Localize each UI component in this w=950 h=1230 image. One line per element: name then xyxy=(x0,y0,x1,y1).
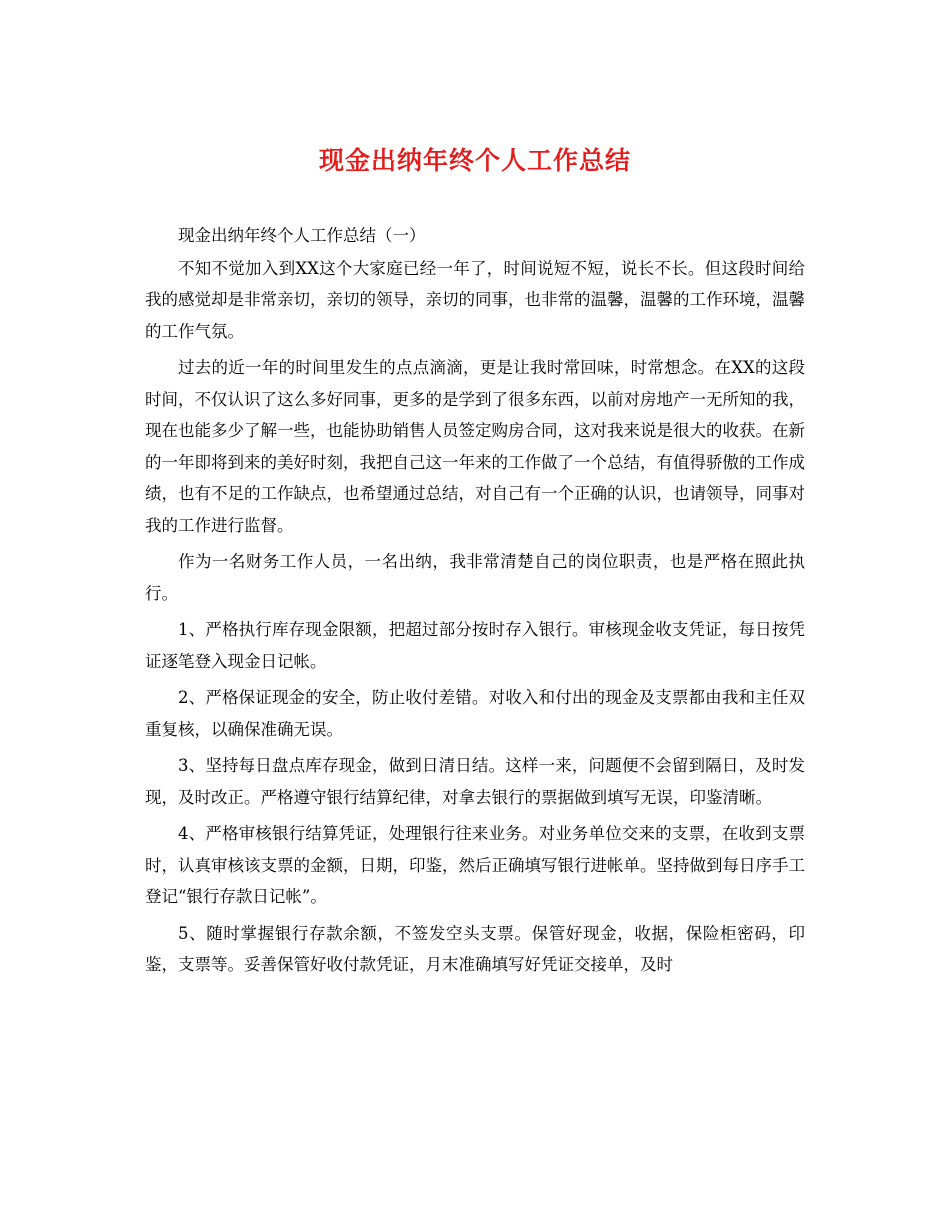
list-item-2: 2、严格保证现金的安全，防止收付差错。对收入和付出的现金及支票都由我和主任双重复核，以确保准确无误。 xyxy=(145,688,805,739)
document-title: 现金出纳年终个人工作总结 xyxy=(318,146,631,175)
paragraph-duties: 作为一名财务工作人员，一名出纳，我非常清楚自己的岗位职责，也是严格在照此执行。 xyxy=(145,552,805,603)
list-item-5: 5、随时掌握银行存款余额，不签发空头支票。保管好现金，收据，保险柜密码，印鉴，支票等。妥善保管好收付款凭证，月末准确填写好凭证交接单，及时 xyxy=(145,923,805,974)
paragraph-reflection: 过去的近一年的时间里发生的点点滴滴，更是让我时常回味，时常想念。在XX的这段时间，不仅认识了这么多好同事，更多的是学到了很多东西，以前对房地产一无所知的我，现在也能多少了解一些，也能协助销售人员签定购房合同，这对我来说是很大的收获。在新的一年即将到来的美好时刻，我把自己这一年来的工作做了一个总结，有值得骄傲的工作成绩，也有不足的工作缺点，也希望通过总结，对自己有一个正确的认识，也请领导，同事对我的工作进行监督。 xyxy=(145,358,805,535)
list-item-3: 3、坚持每日盘点库存现金，做到日清日结。这样一来，问题便不会留到隔日，及时发现，及时改正。严格遵守银行结算纪律，对拿去银行的票据做到填写无误，印鉴清晰。 xyxy=(145,756,805,807)
section-heading: 现金出纳年终个人工作总结（一） xyxy=(178,226,426,245)
list-item-1: 1、严格执行库存现金限额，把超过部分按时存入银行。审核现金收支凭证，每日按凭证逐笔登入现金日记帐。 xyxy=(145,620,805,671)
list-item-4: 4、严格审核银行结算凭证，处理银行往来业务。对业务单位交来的支票，在收到支票时，认真审核该支票的金额，日期，印鉴，然后正确填写银行进帐单。坚持做到每日序手工登记“银行存款日记帐”。 xyxy=(145,824,805,906)
paragraph-intro: 不知不觉加入到XX这个大家庭已经一年了，时间说短不短，说长不长。但这段时间给我的感觉却是非常亲切，亲切的领导，亲切的同事，也非常的温馨，温馨的工作环境，温馨的工作气氛。 xyxy=(145,258,805,341)
document-body xyxy=(145,220,805,986)
